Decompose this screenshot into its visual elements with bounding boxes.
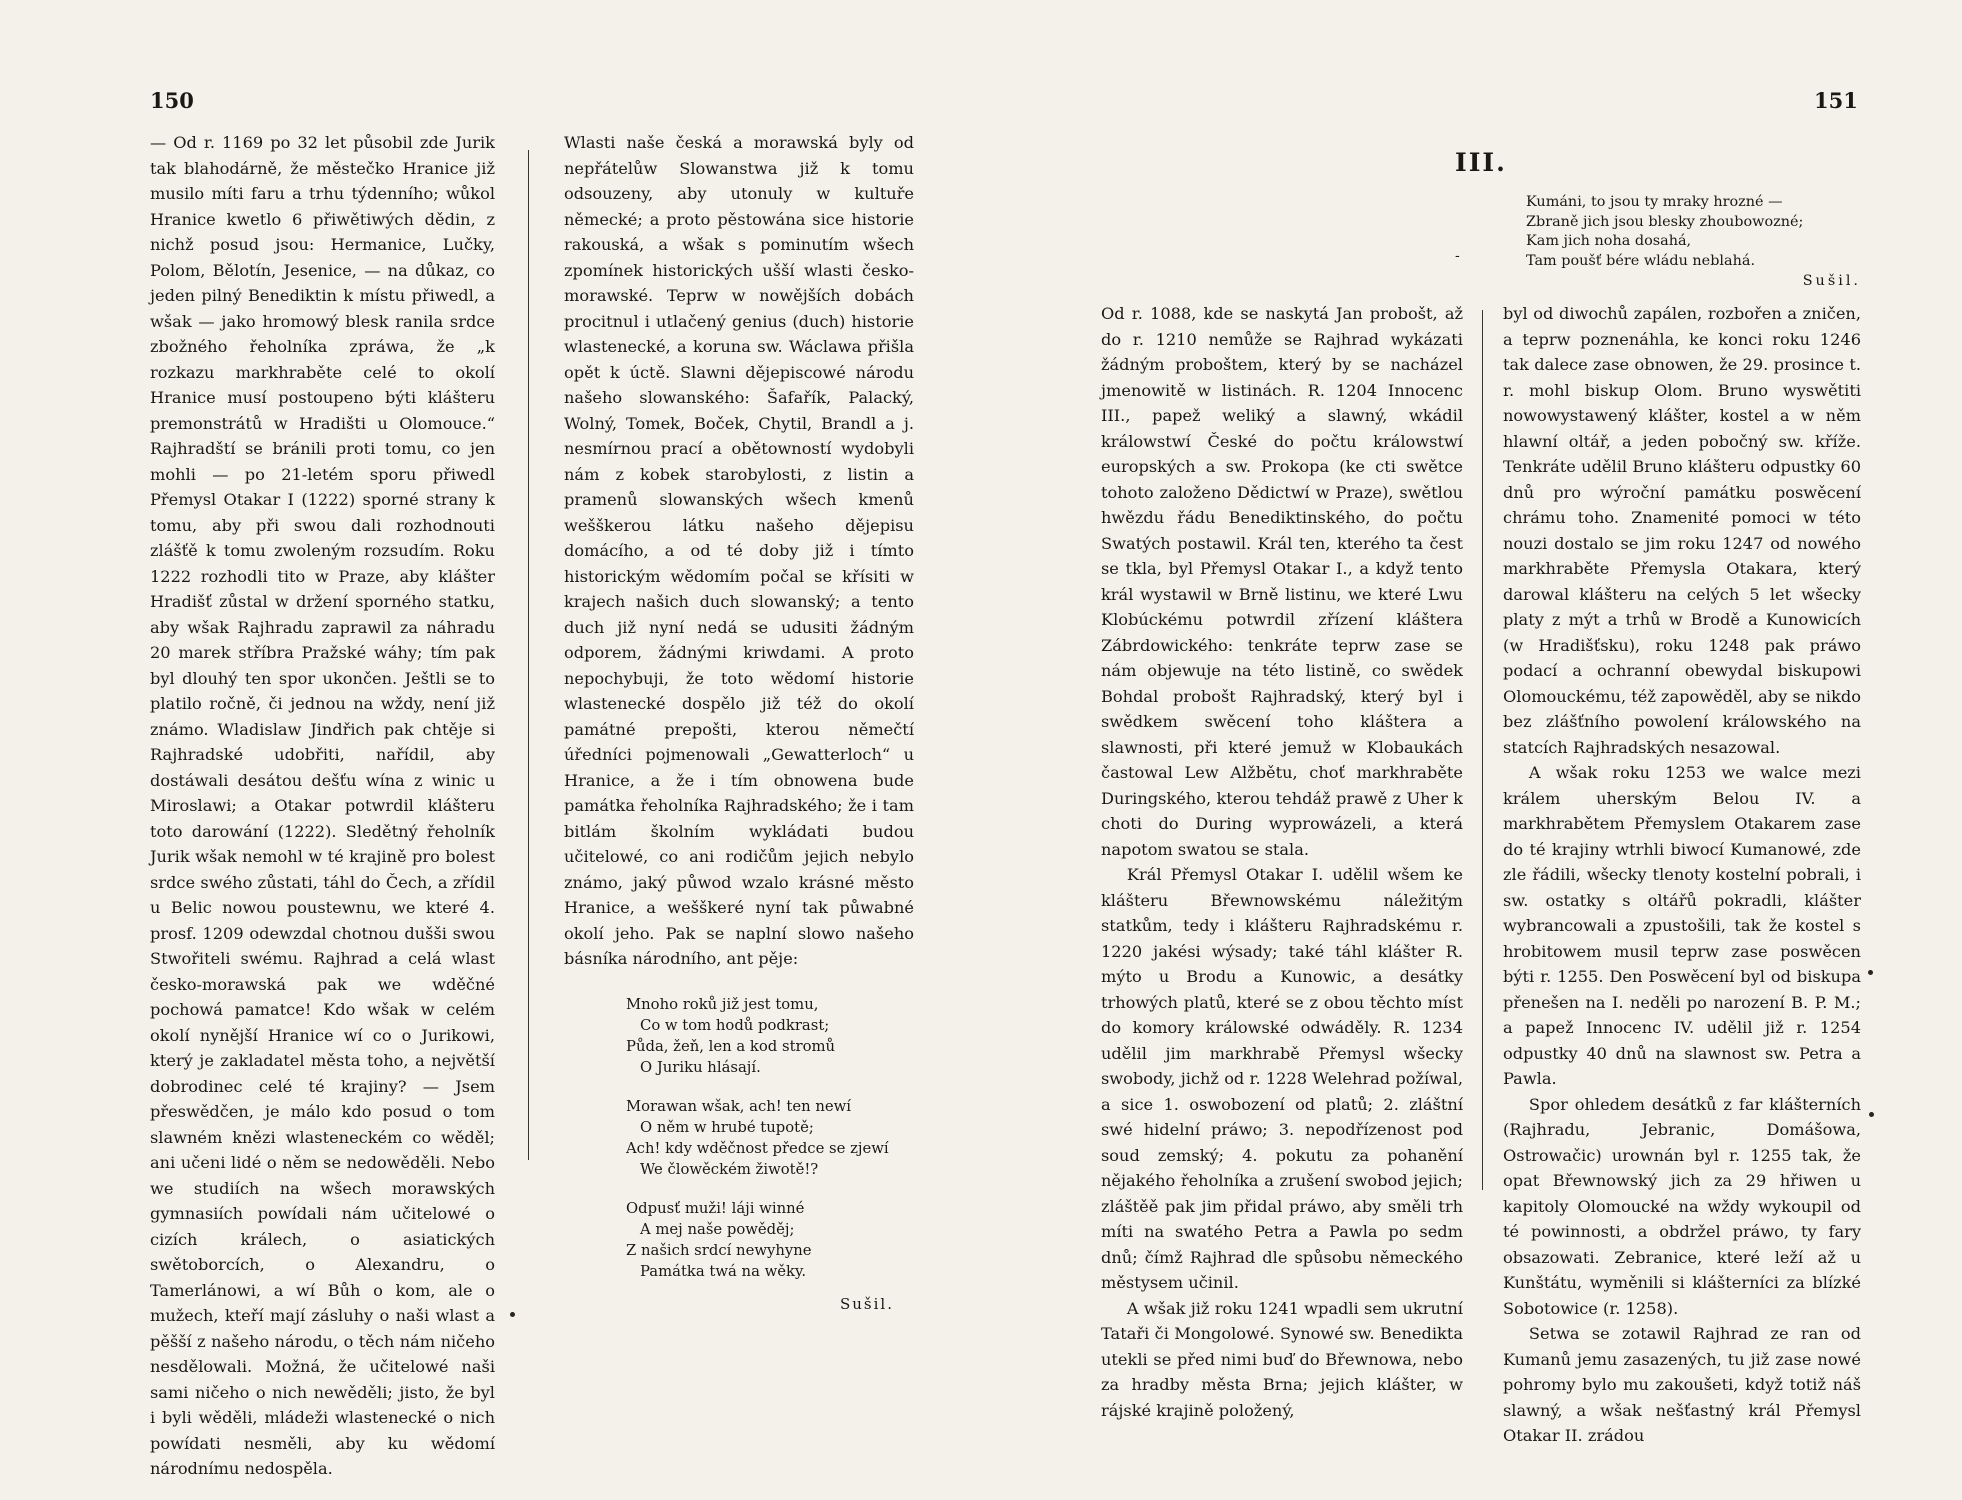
epigraph-dash: - bbox=[1455, 248, 1460, 264]
poem-line: Půda, žeň, len a kod stromů bbox=[626, 1037, 836, 1055]
paragraph: A wšak již roku 1241 wpadli sem ukrutní Tataři či Mongolowé. Synowé sw. Benedikta utekli se před nimi buď do Břewnowa, nebo za hradby města Brna; jejich klášter, w rájské krajině položený, bbox=[1101, 1298, 1463, 1420]
page-number-right: 151 bbox=[1814, 88, 1858, 113]
poem-line: O Juriku hlásají. bbox=[640, 1058, 761, 1076]
paragraph: Spor ohledem desátků z far klášterních (Rajhradu, Jebranic, Domášowa, Ostrowačic) urownán byl r. 1255 tak, že opat Břewnowský jich za 29 hřiwen u kapitoly Olomoucké na wždy wykoupil od té powinnosti, a obdržel práwo, ty fary obsazowati. Zebranice, které leží až u Kunštátu, wyměnili si klášterníci za blízké Sobotowice (r. 1258). bbox=[1503, 1094, 1861, 1318]
epigraph-line: Kumáni, to jsou ty mraky hrozné — bbox=[1526, 194, 1783, 210]
poem-line: Co w tom hodů podkrast; bbox=[640, 1016, 830, 1034]
left-column-1 bbox=[150, 130, 495, 1482]
epigraph-line: Zbraně jich jsou blesky zhoubowozné; bbox=[1526, 213, 1804, 230]
poem-line: Odpusť muži! láji winné bbox=[626, 1199, 805, 1217]
epigraph-author: Sušil. bbox=[1802, 273, 1861, 289]
ink-dot bbox=[510, 1312, 515, 1317]
paragraph: Wlasti naše česká a morawská byly od nepřátelůw Slowanstwa již k tomu odsouzeny, aby utonuly w kultuře německé; a proto pěstowána sice historie rakouská, a wšak s pominutím wšech zpomínek historických ušší wlasti česko-morawské. Teprw w nowějších dobách procitnul i utlačený genius (duch) historie wlastenecké, a koruna sw. Wáclawa přišla opět k úctě. Slawni dějepiscowé národu našeho slowanského: Šafařík, Palacký, Wolný, Tomek, Boček, Chytil, Brandl a j. nesmírnou prací a obětowností wydobyli nám z kobek starobylosti, z listin a pramenů slowanských wšech kmenů wešškerou látku našeho dějepisu domácího, a od té doby již i tímto historickým wědomím počal se křísiti w krajech našich duch slowanský; a tento duch již nyní nedá se udusiti žádným odporem, žádnými kriwdami. A proto nepochybuji, že toto wědomí historie wlastenecké dospělo již též do okolí památné prepošti, kterou němečtí úředníci pojmenowali „Gewatterloch“ u Hranice, a že i tím obnowena bude památka řeholníka Rajhradského; že i tam bitlám školním wykládati budou učitelowé, co ani rodičům jejich nebylo známo, jaký půwod wzalo krásné město Hranice, a wešškeré nyní tak půwabné okolí jeho. Pak se naplní slowo našeho básníka národního, ant pěje: bbox=[564, 133, 914, 968]
poem-line: Ach! kdy wděčnost předce se zjewí bbox=[626, 1139, 889, 1157]
ink-dot bbox=[1868, 970, 1873, 975]
poem-stanza bbox=[626, 994, 914, 1078]
column-divider-right bbox=[1482, 310, 1483, 1190]
poem-line: Mnoho roků již jest tomu, bbox=[626, 995, 819, 1013]
epigraph bbox=[1526, 193, 1861, 292]
epigraph-line: Kam jich noha dosahá, bbox=[1526, 233, 1692, 249]
right-column-1 bbox=[1101, 301, 1463, 1423]
poem-stanza bbox=[626, 1096, 914, 1180]
poem-line: A mej naše powěděj; bbox=[640, 1220, 795, 1238]
paragraph: Od r. 1088, kde se naskytá Jan probošt, až do r. 1210 nemůže se Rajhrad wykázati žádným proboštem, který by se nacházel jmenowitě w listinách. R. 1204 Innocenc III., papež weliký a slawný, wkádil králowstwí České do počtu králowstwí europských a sw. Prokopa (ke cti swětce tohoto založeno Dědictwí w Praze), swětlou hwězdu řádu Benediktinského, do počtu Swatých postawil. Král ten, kterého ta čest se tkla, byl Přemysl Otakar I., a když tento král wystawil w Brně listinu, we které Lwu Klobúckému potwrdil zřízení kláštera Zábrdowického: tenkráte teprw zase se nám objewuje na této listině, co swědek Bohdal probošt Rajhradský, který byl i swědkem swěcení toho kláštera a slawnosti, při které jemuž w Klobaukách častowal Lew Alžbětu, choť markhraběte Duringského, kterou tehdáž prawě z Uher k choti do During wyprowázeli, a která napotom swatou se stala. bbox=[1101, 304, 1463, 859]
page-number-left: 150 bbox=[150, 88, 194, 113]
poem-line: Památka twá na wěky. bbox=[640, 1262, 807, 1280]
left-column-2 bbox=[564, 130, 914, 1315]
ink-dot bbox=[1869, 1112, 1874, 1117]
chapter-number: III. bbox=[1455, 148, 1507, 177]
poem-stanza bbox=[626, 1198, 914, 1282]
poem-line: O něm w hrubé tupotě; bbox=[640, 1118, 814, 1136]
poem-line: We člowěckém žiwotě!? bbox=[640, 1160, 819, 1178]
paragraph: Král Přemysl Otakar I. udělil wšem ke klášteru Břewnowskému náležitým statkům, tedy i klášteru Rajhradskému r. 1220 jakési wýsady; také táhl klášter R. mýto u Brodu a Kunowic, a desátky trhowých platů, které se z obou těchto míst do komory králowské odwáděly. R. 1234 udělil jim markhrabě Přemysl wšecky swobody, jichž od r. 1228 Welehrad požíwal, a sice 1. oswobození od platů; 2. zláštní swé hidelní práwo; 3. nepodřízenost pod soud zemský; 4. pokutu za pohanění nějakého řeholníka a zrušení swobod jejich; zláštěě pak jim přidal práwo, aby směli trh míti na swatého Petra a Pawla po sedm dnů; čímž Rajhrad dle spůsobu německého městysem učinil. bbox=[1101, 865, 1463, 1292]
poem bbox=[626, 994, 914, 1315]
right-column-2 bbox=[1503, 301, 1861, 1449]
column-divider-left bbox=[528, 150, 529, 1160]
epigraph-line: Tam poušť bére wládu neblahá. bbox=[1526, 252, 1756, 269]
poem-line: Morawan wšak, ach! ten newí bbox=[626, 1097, 852, 1115]
poem-line: Z našich srdcí newyhyne bbox=[626, 1241, 812, 1259]
paragraph: — Od r. 1169 po 32 let působil zde Jurik tak blahodárně, že městečko Hranice již musilo míti faru a trhu týdenního; wůkol Hranice kwetlo 6 přiwětiwých dědin, z nichž posud jsou: Hermanice, Lučky, Polom, Bělotín, Jesenice, — na důkaz, co jeden pilný Benediktin k místu přiwedl, a wšak — jako hromowý blesk ranila srdce zbožného řeholníka zpráwa, že „k rozkazu markhraběte celé to okolí Hranice musí postoupeno býti klášteru premonstrátů w Hradišti u Olomouce.“ Rajhradští se bránili proti tomu, co jen mohli — po 21-letém sporu přiwedl Přemysl Otakar I (1222) sporné strany k tomu, aby při swou dali rozhodnouti zlášťě k tomu zwoleným rozsudím. Roku 1222 rozhodli tito w Praze, aby klášter Hradišť zůstal w držení sporného statku, aby wšak Rajhradu zaprawil za náhradu 20 marek stříbra Pražské wáhy; tím pak byl dlouhý ten spor ukončen. Ještli se to platilo ročně, či jednou na wždy, není již známo. Wladislaw Jindřich pak chtěje si Rajhradské udobřiti, nařídil, aby dostáwali desátou dešťu wína z winic u Miroslawi; a Otakar potwrdil klášteru toto darowání (1222). Sledětný řeholník Jurik wšak nemohl w té krajině pro bolest srdce swého zůstati, táhl do Čech, a zřídil u Belic nowou poustewnu, we které 4. prosf. 1209 odewzdal chotnou dušši swou Stwořiteli swému. Rajhrad a celá wlast česko-morawská pak we wděčné pochowá pamatce! Kdo wšak w celém okolí nynější Hranice wí co o Jurikowi, který je zakladatel města toho, a největší dobrodinec celé té krajiny? — Jsem přeswědčen, je málo kdo posud o tom slawném knězi wlasteneckém co wěděl; ani učeni lidé o něm se nedowěděli. Nebo we studiích na wšech morawských gymnasiích powídali nám učitelowé o cizích králech, o asiatických swětoborcích, o Alexandru, o Tamerlánowi, a wí Bůh o kom, ale o mužech, kteří mají zásluhy o naši wlast a pěšší z našeho národu, o těch nám ničeho nesdělowali. Možná, že učitelowé naši sami ničeho o nich newěděli; jisto, že byl i byli wěděli, mládeži wlastenecké o nich powídati nesměli, aby ku wědomí národnímu nedospěla. bbox=[150, 133, 495, 1478]
poem-author: Sušil. bbox=[840, 1294, 894, 1313]
paragraph: Setwa se zotawil Rajhrad ze ran od Kumanů jemu zasazených, tu již zase nowé pohromy bylo mu zakoušeti, když totiž náš slawný, a wšak nešťastný král Přemysl Otakar II. zrádou bbox=[1503, 1324, 1861, 1445]
paragraph: A wšak roku 1253 we walce mezi králem uherským Belou IV. a markhrabětem Přemyslem Otakarem zase do té krajiny wtrhli biwocí Kumanowé, zde zle řádili, wšecky tlenoty kostelní pobrali, i sw. ostatky s oltářů pokradli, klášter wybrancowali a zpustošili, tak že kostel s hrobitowem musil teprw zase poswěcen býti r. 1255. Den Poswěcení byl od biskupa přenešen na I. neděli po narození B. P. M.; a papež Innocenc IV. udělil již r. 1254 odpustky 40 dnů na slawnost sw. Petra a Pawla. bbox=[1503, 763, 1861, 1088]
paragraph: byl od diwochů zapálen, rozbořen a zničen, a teprw poznenáhla, ke konci roku 1246 tak dalece zase obnowen, že 29. prosince t. r. mohl biskup Olom. Bruno wyswětiti nowowystawený klášter, kostel a w něm hlawní oltář, a jeden pobočný sw. kříže. Tenkráte udělil Bruno klášteru odpustky 60 dnů pro wýroční památku poswěcení chrámu toho. Znamenité pomoci w této nouzi dostalo se jim roku 1247 od nowého markhraběte Přemysla Otakara, který darowal klášteru na celých 5 let wšecky platy z mýt a trhů w Brodě a Kunowicích (w Hradišťsku), roku 1248 pak práwo podací a ochranní obewydal biskupowi Olomouckému, též zapowěděl, aby se nikdo bez zlášťního powolení králowského na statcích Rajhradských nesazowal. bbox=[1503, 304, 1861, 757]
